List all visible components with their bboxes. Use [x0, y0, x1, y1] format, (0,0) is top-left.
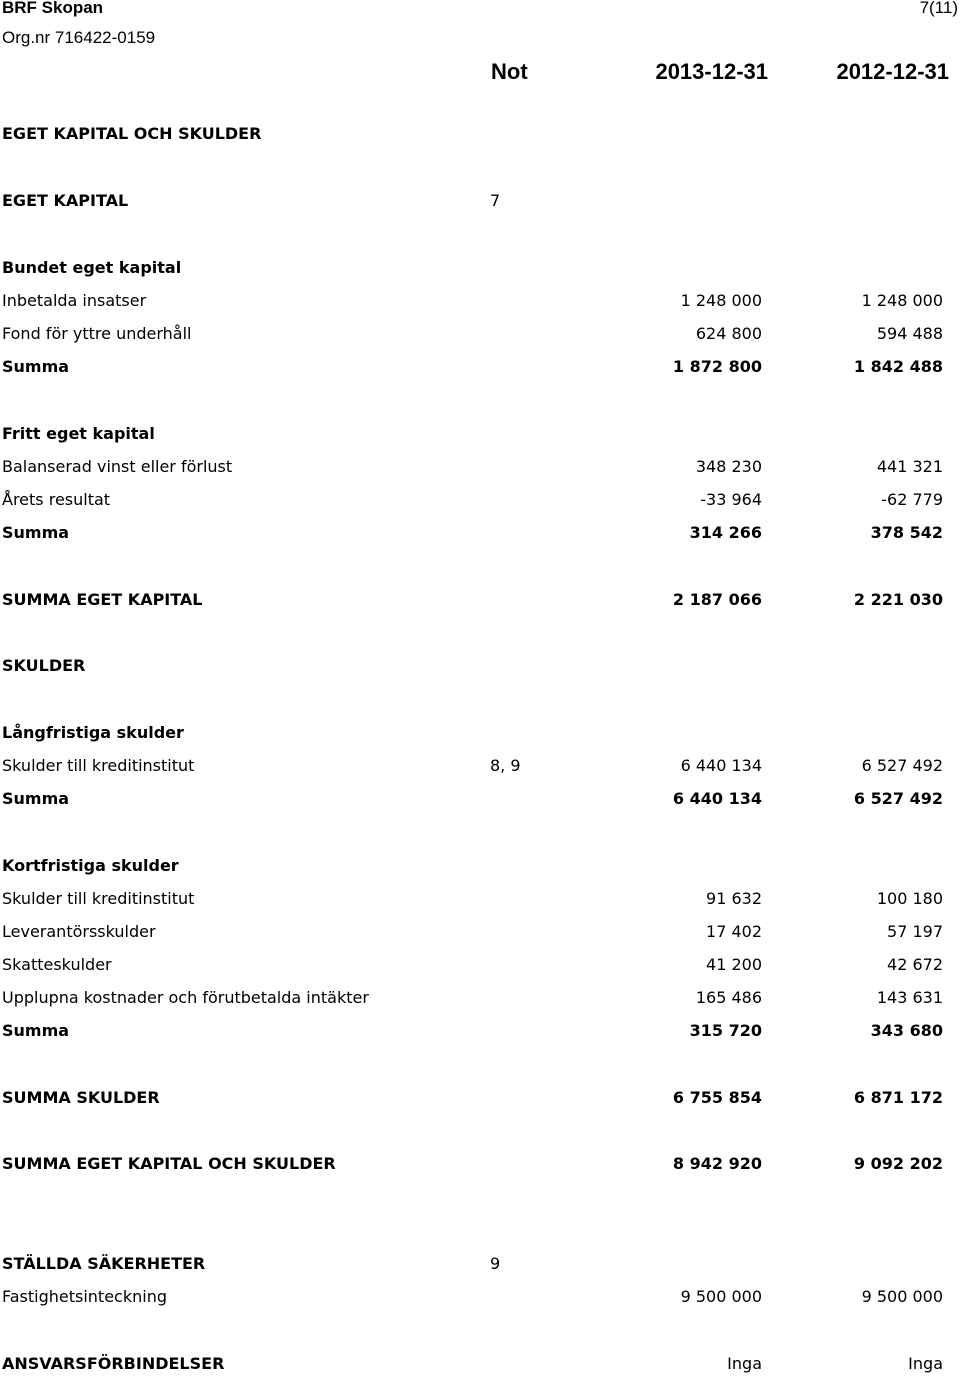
row-value-2013: 6 755 854: [672, 1088, 762, 1107]
row-value-2013: 314 266: [689, 523, 762, 542]
row-label: Leverantörsskulder: [2, 922, 156, 941]
row-value-2013: 9 500 000: [680, 1287, 762, 1306]
row-label: Summa: [2, 357, 70, 376]
row-value-2012: 42 672: [887, 955, 943, 974]
row-value-2012: 9 500 000: [861, 1287, 943, 1306]
row-label: SKULDER: [2, 656, 86, 675]
row-value-2013: 624 800: [695, 324, 762, 343]
table-row-skulder: [0, 654, 960, 678]
table-row-upplupna-kostnader: [0, 986, 960, 1010]
company-name: BRF Skopan: [2, 0, 104, 17]
table-row-bundet-eget-kapital: [0, 256, 960, 280]
row-value-2012: 1 842 488: [853, 357, 943, 376]
table-row-summa-langfristiga: [0, 787, 960, 811]
row-value-2012: 2 221 030: [853, 590, 943, 609]
row-label: Långfristiga skulder: [2, 723, 184, 742]
row-label: Skulder till kreditinstitut: [2, 889, 195, 908]
row-label: SUMMA SKULDER: [2, 1088, 160, 1107]
table-row-skulder-kreditinstitut-kort: [0, 887, 960, 911]
row-value-2012: 594 488: [876, 324, 943, 343]
page-number: 7(11): [919, 0, 958, 17]
row-value-2013: 348 230: [695, 457, 762, 476]
row-value-2012: 143 631: [876, 988, 943, 1007]
row-value-2013: 6 440 134: [672, 789, 762, 808]
row-value-2013: -33 964: [700, 490, 762, 509]
table-row-eget-kapital-och-skulder: [0, 122, 960, 146]
table-row-skulder-kreditinstitut-lang: [0, 754, 960, 778]
table-row-arets-resultat: [0, 488, 960, 512]
table-row-kortfristiga-skulder: [0, 854, 960, 878]
column-header-year-2012: 2012-12-31: [836, 59, 949, 84]
table-row-fritt-eget-kapital: [0, 422, 960, 446]
table-row-inbetalda-insatser: [0, 289, 960, 313]
row-value-2013: 1 248 000: [680, 291, 762, 310]
row-value-2012: 343 680: [870, 1021, 943, 1040]
row-label: Skulder till kreditinstitut: [2, 756, 195, 775]
row-label: EGET KAPITAL: [2, 191, 129, 210]
row-value-2012: 441 321: [876, 457, 943, 476]
row-label: Summa: [2, 1021, 70, 1040]
row-label: Summa: [2, 523, 70, 542]
row-label: Inbetalda insatser: [2, 291, 147, 310]
row-label: Fritt eget kapital: [2, 424, 155, 443]
row-value-2013: 1 872 800: [672, 357, 762, 376]
table-row-summa-skulder: [0, 1086, 960, 1110]
row-value-2013: 17 402: [706, 922, 762, 941]
row-label: STÄLLDA SÄKERHETER: [2, 1254, 206, 1273]
table-row-stallda-sakerheter: [0, 1252, 960, 1276]
row-label: Kortfristiga skulder: [2, 856, 179, 875]
table-row-summa-kortfristiga: [0, 1019, 960, 1043]
row-value-2012: Inga: [908, 1354, 943, 1373]
row-value-2012: 57 197: [887, 922, 943, 941]
row-value-2013: 8 942 920: [672, 1154, 762, 1173]
row-label: Upplupna kostnader och förutbetalda intäkter: [2, 988, 369, 1007]
row-value-2012: 378 542: [870, 523, 943, 542]
row-value-2013: 2 187 066: [672, 590, 762, 609]
row-label: SUMMA EGET KAPITAL: [2, 590, 203, 609]
row-value-2013: 41 200: [706, 955, 762, 974]
row-value-2012: 100 180: [876, 889, 943, 908]
table-row-eget-kapital: [0, 189, 960, 213]
table-row-skatteskulder: [0, 953, 960, 977]
row-value-2013: 91 632: [706, 889, 762, 908]
row-label: ANSVARSFÖRBINDELSER: [2, 1354, 225, 1373]
table-row-leverantorsskulder: [0, 920, 960, 944]
table-row-summa-eget-kapital: [0, 588, 960, 612]
row-value-2013: Inga: [727, 1354, 762, 1373]
table-row-balanserad-vinst: [0, 455, 960, 479]
row-label: Summa: [2, 789, 70, 808]
table-row-fastighetsinteckning: [0, 1285, 960, 1309]
row-value-2012: 6 527 492: [853, 789, 943, 808]
row-label: Skatteskulder: [2, 955, 112, 974]
column-header-note: Not: [491, 59, 528, 84]
row-value-2012: 6 871 172: [853, 1088, 943, 1107]
row-value-2012: 9 092 202: [853, 1154, 943, 1173]
table-row-summa-bundet: [0, 355, 960, 379]
row-value-2012: -62 779: [881, 490, 943, 509]
column-header-year-2013: 2013-12-31: [655, 59, 768, 84]
row-note: 7: [490, 191, 501, 210]
row-label: Årets resultat: [2, 490, 111, 509]
table-row-langfristiga-skulder: [0, 721, 960, 745]
row-label: SUMMA EGET KAPITAL OCH SKULDER: [2, 1154, 336, 1173]
row-value-2013: 315 720: [689, 1021, 762, 1040]
table-row-summa-eget-kapital-och-skulder: [0, 1152, 960, 1176]
row-label: EGET KAPITAL OCH SKULDER: [2, 124, 262, 143]
row-value-2013: 6 440 134: [680, 756, 762, 775]
table-row-summa-fritt: [0, 521, 960, 545]
row-note: 8, 9: [490, 756, 521, 775]
row-value-2013: 165 486: [695, 988, 762, 1007]
row-label: Bundet eget kapital: [2, 258, 182, 277]
row-value-2012: 6 527 492: [861, 756, 943, 775]
row-label: Fastighetsinteckning: [2, 1287, 167, 1306]
row-label: Balanserad vinst eller förlust: [2, 457, 233, 476]
org-number: Org.nr 716422-0159: [2, 28, 156, 47]
row-value-2012: 1 248 000: [861, 291, 943, 310]
table-row-fond-yttre-underhall: [0, 322, 960, 346]
table-row-ansvarsforbindelser: [0, 1352, 960, 1376]
row-label: Fond för yttre underhåll: [2, 324, 192, 343]
row-note: 9: [490, 1254, 501, 1273]
